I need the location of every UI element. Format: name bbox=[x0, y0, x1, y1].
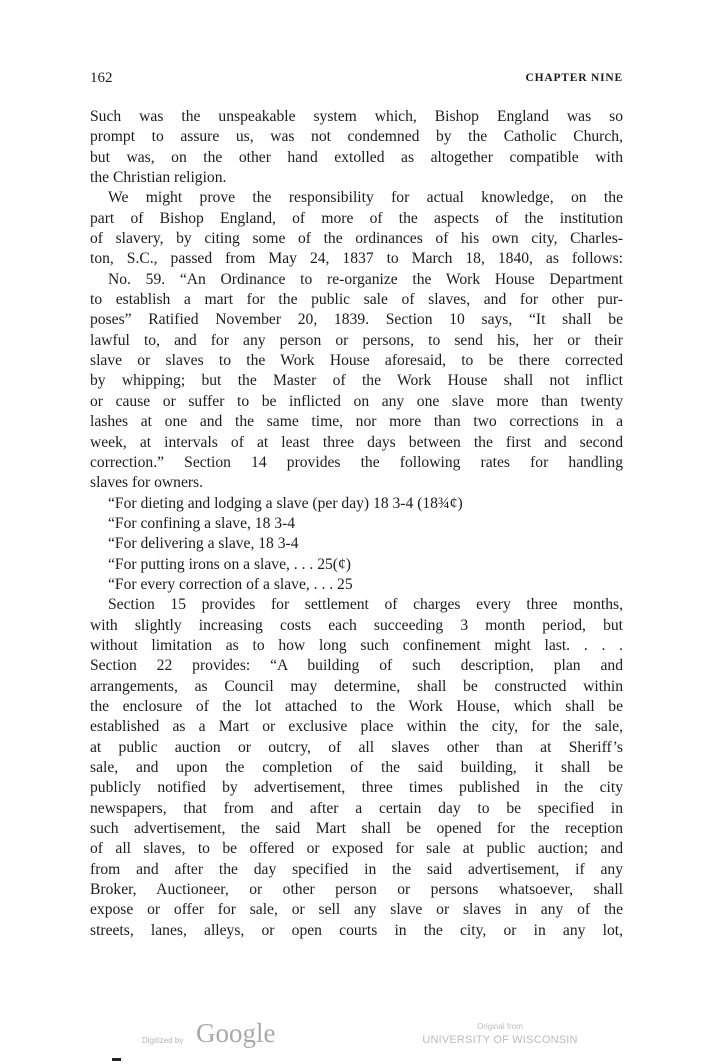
text-line: by whipping; but the Master of the Work House shall not inflict bbox=[90, 372, 623, 390]
text-line: Broker, Auctioneer, or other person or persons whatsoever, shall bbox=[90, 881, 623, 899]
text-line: to establish a mart for the public sale of slaves, and for other pur- bbox=[90, 291, 623, 309]
text-line: the enclosure of the lot attached to the Work House, which shall be bbox=[90, 697, 623, 715]
text-line: or cause or suffer to be inflicted on any one slave more than twenty bbox=[90, 392, 623, 410]
page-number: 162 bbox=[90, 70, 113, 86]
text-line: at public auction or outcry, of all slaves other than at Sheriff’s bbox=[90, 738, 623, 756]
text-line: Section 15 provides for settlement of charges every three months, bbox=[108, 596, 623, 614]
original-from-label: Original from bbox=[477, 1022, 523, 1031]
text-line: streets, lanes, alleys, or open courts in the city, or in any lot, bbox=[90, 921, 623, 939]
text-line: slave or slaves to the Work House aforesaid, to be there corrected bbox=[90, 352, 623, 370]
text-line: with slightly increasing costs each succeeding 3 month period, but bbox=[90, 616, 623, 634]
original-source-label: UNIVERSITY OF WISCONSIN bbox=[422, 1034, 578, 1046]
rate-line: “For delivering a slave, 18 3-4 bbox=[108, 535, 299, 553]
rate-line: “For confining a slave, 18 3-4 bbox=[108, 514, 296, 532]
scan-mark bbox=[112, 1058, 121, 1061]
text-line: lashes at one and the same time, nor more than two corrections in a bbox=[90, 413, 623, 431]
text-line: We might prove the responsibility for actual knowledge, on the bbox=[108, 189, 623, 207]
running-head: CHAPTER NINE bbox=[525, 72, 623, 84]
text-line: week, at intervals of at least three days between the first and second bbox=[90, 433, 623, 451]
rate-line: “For every correction of a slave, . . . 25 bbox=[108, 575, 353, 593]
text-line: sale, and upon the completion of the said building, it shall be bbox=[90, 759, 623, 776]
original-from-watermark bbox=[415, 1022, 585, 1048]
page-header bbox=[90, 70, 623, 90]
text-line: poses” Ratified November 20, 1839. Section 10 says, “It shall be bbox=[90, 311, 623, 329]
body-text bbox=[90, 107, 623, 941]
text-line: publicly notified by advertisement, three times published in the city bbox=[90, 779, 623, 797]
text-line: the Christian religion. bbox=[90, 169, 227, 187]
text-line: from and after the day specified in the said advertisement, if any bbox=[90, 860, 623, 878]
text-line: established as a Mart or exclusive place within the city, for the sale, bbox=[90, 718, 623, 736]
text-line: without limitation as to how long such confinement might last. . . . bbox=[90, 636, 623, 654]
text-line: arrangements, as Council may determine, shall be constructed within bbox=[90, 677, 623, 695]
text-line: newspapers, that from and after a certain day to be specified in bbox=[90, 799, 623, 817]
text-line: correction.” Section 14 provides the following rates for handling bbox=[90, 453, 623, 471]
text-line: part of Bishop England, of more of the aspects of the institution bbox=[90, 209, 623, 227]
page-footer bbox=[0, 1018, 711, 1058]
text-line: expose or offer for sale, or sell any slave or slaves in any of the bbox=[90, 901, 623, 919]
text-line: such advertisement, the said Mart shall be opened for the reception bbox=[90, 820, 623, 838]
text-line: lawful to, and for any person or persons, to send his, her or their bbox=[90, 331, 623, 349]
text-line: but was, on the other hand extolled as altogether compatible with bbox=[90, 148, 623, 166]
text-line: of all slaves, to be offered or exposed for sale at public auction; and bbox=[90, 840, 623, 858]
text-line: ton, S.C., passed from May 24, 1837 to March 18, 1840, as follows: bbox=[90, 250, 623, 268]
rate-line: “For dieting and lodging a slave (per day) 18 3-4 (18¾¢) bbox=[108, 494, 463, 512]
rate-line: “For putting irons on a slave, . . . 25(¢) bbox=[108, 555, 351, 573]
google-logo: Google bbox=[196, 1018, 276, 1048]
digitized-by-label: Digitized by bbox=[142, 1036, 184, 1045]
text-line: No. 59. “An Ordinance to re-organize the Work House Department bbox=[108, 270, 623, 288]
text-line: prompt to assure us, was not condemned by the Catholic Church, bbox=[90, 128, 623, 146]
text-line: slaves for owners. bbox=[90, 474, 204, 492]
text-line: of slavery, by citing some of the ordinances of his own city, Charles- bbox=[90, 230, 623, 248]
text-line: Section 22 provides: “A building of such description, plan and bbox=[90, 657, 623, 675]
text-line: Such was the unspeakable system which, Bishop England was so bbox=[90, 108, 623, 125]
